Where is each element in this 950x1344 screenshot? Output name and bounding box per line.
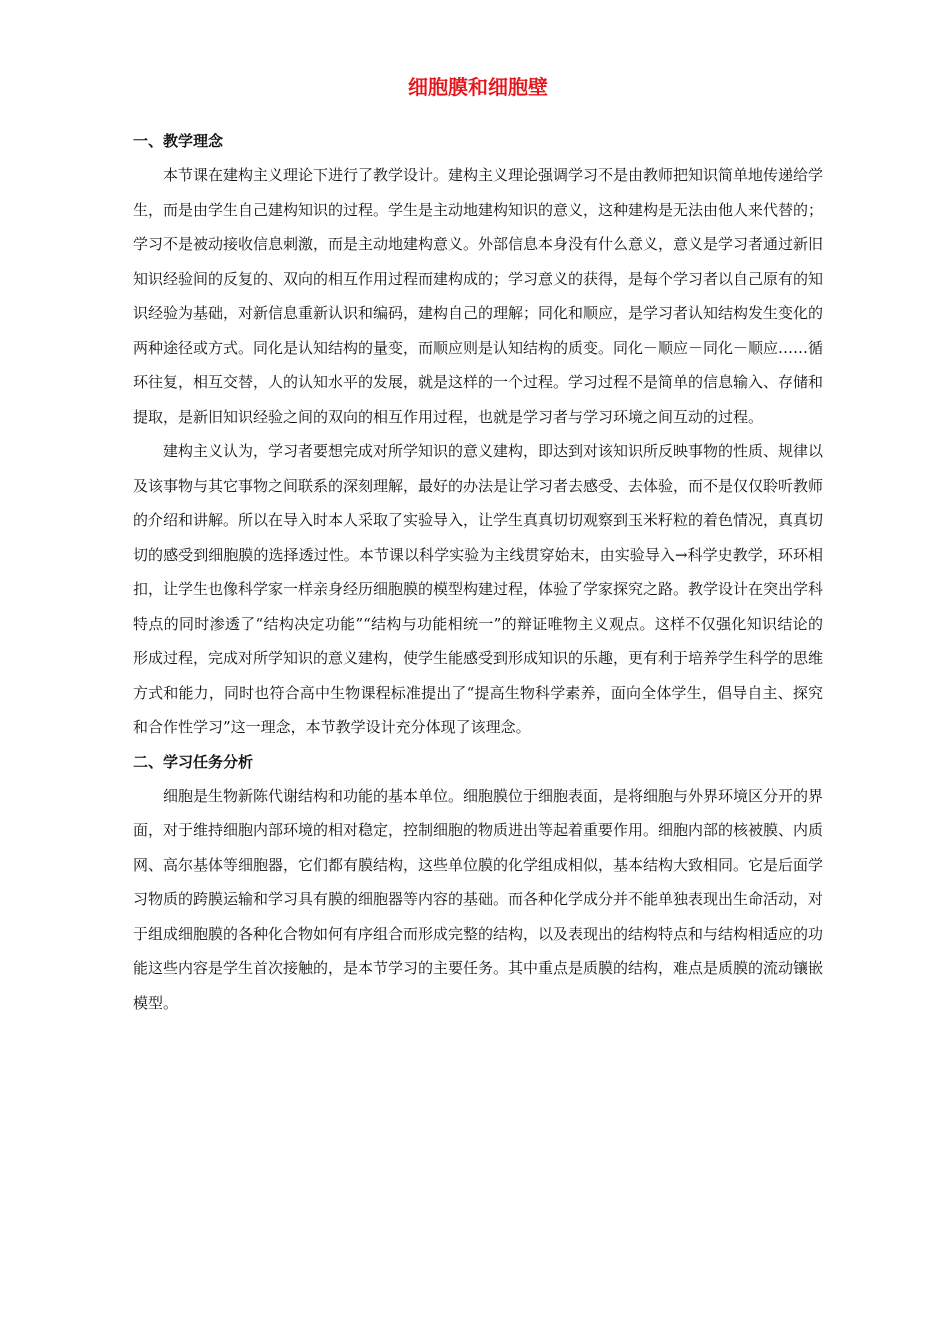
section-heading: 一、教学理念 bbox=[133, 132, 224, 150]
section-learning-task-analysis bbox=[133, 745, 823, 1021]
document-page bbox=[133, 72, 823, 1020]
section-heading: 二、学习任务分析 bbox=[133, 752, 254, 771]
document-title: 细胞膜和细胞壁 bbox=[408, 75, 548, 99]
paragraph: 细胞是生物新陈代谢结构和功能的基本单位。细胞膜位于细胞表面，是将细胞与外界环境区分开的界面，对于维持细胞内部环境的相对稳定，控制细胞的物质进出等起着重要作用。细胞内部的核被膜、内质网、高尔基体等细胞器，它们都有膜结构，这些单位膜的化学组成相似，基本结构大致相同。它是后面学习物质的跨膜运输和学习具有膜的细胞器等内容的基础。而各种化学成分并不能单独表现出生命活动，对于组成细胞膜的各种化合物如何有序组合而形成完整的结构，以及表现出的结构特点和与结构相适应的功能这些内容是学生首次接触的，是本节学习的主要任务。其中重点是质膜的结构，难点是质膜的流动镶嵌模型。 bbox=[133, 786, 824, 1012]
paragraph: 本节课在建构主义理论下进行了教学设计。建构主义理论强调学习不是由教师把知识简单地传递给学生，而是由学生自己建构知识的过程。学生是主动地建构知识的意义，这种建构是无法由他人来代替的；学习不是被动接收信息刺激，而是主动地建构意义。外部信息本身没有什么意义，意义是学习者通过新旧知识经验间的反复的、双向的相互作用过程而建构成的；学习意义的获得，是每个学习者以自己原有的知识经验为基础，对新信息重新认识和编码，建构自己的理解；同化和顺应，是学习者认知结构发生变化的两种途径或方式。同化是认知结构的量变，而顺应则是认知结构的质变。同化－顺应－同化－顺应……循环往复，相互交替，人的认知水平的发展，就是这样的一个过程。学习过程不是简单的信息输入、存储和提取，是新旧知识经验之间的双向的相互作用过程，也就是学习者与学习环境之间互动的过程。 bbox=[133, 166, 824, 426]
section-teaching-philosophy bbox=[133, 124, 823, 745]
paragraph: 建构主义认为，学习者要想完成对所学知识的意义建构，即达到对该知识所反映事物的性质、规律以及该事物与其它事物之间联系的深刻理解，最好的办法是让学习者去感受、去体验，而不是仅仅聆听教师的介绍和讲解。所以在导入时本人采取了实验导入，让学生真真切切观察到玉米籽粒的着色情况，真真切切的感受到细胞膜的选择透过性。本节课以科学实验为主线贯穿始末，由实验导入→科学史教学，环环相扣，让学生也像科学家一样亲身经历细胞膜的模型构建过程，体验了学家探究之路。教学设计在突出学科特点的同时渗透了“结构决定功能”“结构与功能相统一”的辩证唯物主义观点。这样不仅强化知识结论的形成过程，完成对所学知识的意义建构，使学生能感受到形成知识的乐趣，更有利于培养学生科学的思维方式和能力，同时也符合高中生物课程标准提出了“提高生物科学素养，面向全体学生，倡导自主、探究和合作性学习”这一理念，本节教学设计充分体现了该理念。 bbox=[133, 442, 824, 736]
